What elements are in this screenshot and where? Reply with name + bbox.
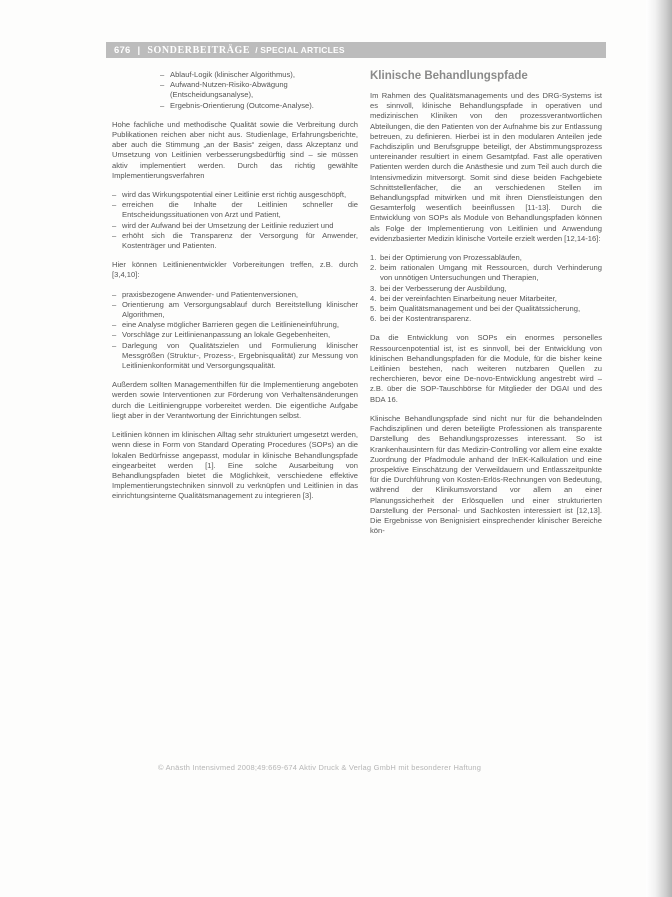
list-item xyxy=(370,284,602,294)
list-item: – wird das Wirkungspotential einer Leitlinie erst richtig ausgeschöpft, xyxy=(112,190,358,200)
section-heading: Klinische Behandlungspfade xyxy=(370,70,528,82)
page-footer: © Anästh Intensivmed 2008;49:669-674 Aktiv Druck & Verlag GmbH mit besonderer Haftung xyxy=(158,763,482,772)
list-text: bei der Verbesserung der Ausbildung, xyxy=(380,283,507,293)
list-number: 4. xyxy=(370,293,377,303)
list-item xyxy=(370,304,602,314)
paragraph: Hohe fachliche und methodische Qualität sowie die Verbreitung durch Publikationen reichen aber nicht aus. Studienlage, Erfahrungsberichte, aber auch die Stimmung „an der Basis“ zeigen, dass Akzeptanz und Umsetzung von Leitlinien verbesserungsbedürftig sind – sie müssen aktiv implementiert werden. Durch das richtig gewählte Implementierungsverfahren xyxy=(112,119,358,180)
list-text: bei der Optimierung von Prozessabläufen, xyxy=(380,253,522,263)
page-edge-shadow xyxy=(646,0,672,897)
list-item: – Ergebnis-Orientierung (Outcome-Analyse). xyxy=(112,101,358,111)
benefit-list xyxy=(112,190,358,251)
list-item: – wird der Aufwand bei der Umsetzung der Leitlinie reduziert und xyxy=(112,221,358,231)
list-item xyxy=(370,263,602,283)
paragraph: Im Rahmen des Qualitätsmanagements und des DRG-Systems ist es sinnvoll, klinische Behandlungspfade in operativen und medizinischen Kliniken von den prozessverantwortlichen Abteilungen, die den Patienten von der Aufnahme bis zur Entlassung betreuen, zu definieren. Hierbei ist in den modularen Anteilen jede Fachdisziplin und Berufsgruppe beteiligt, der Abstimmungsprozess untereinander resultiert in einem Gesamtpfad. Fast alle operativen Patienten werden durch die Anästhesie und zum Teil auch durch die Intensivmedizin mitversorgt. Somit sind diese beiden Fachgebiete Schnittstellenfächer, die an verschiedenen Stellen im Behandlungspfad mitwirken und mit ihren Dienstleistungen den Gesamterfolg wesentlich beeinflussen [11-13]. Durch die Entwicklung von SOPs als Module von Behandlungspfaden können als Folge der Implementierung von Leitlinien und Anwendung evidenzbasierter Medizin klinische Vorteile erzielt werden [12,14-16]: xyxy=(370,91,602,243)
paragraph: Da die Entwicklung von SOPs ein enormes personelles Ressourcenpotential ist, ist es sinnvoll, bei der Entwicklung von klinischen Behandlungspfaden für die Module, für die bisher keine Leitlinien bestehen, nach weiteren nutzbaren Quellen zu recherchieren, bevor eine De-novo-Entwicklung angestrebt wird – z.B. über die SOP-Tauschbörse für Mitglieder der DGAI und des BDA 16. xyxy=(370,333,602,404)
header-separator: | xyxy=(137,44,141,56)
left-column xyxy=(112,70,358,511)
list-item: – Ablauf-Logik (klinischer Algorithmus), xyxy=(112,70,358,80)
preparation-list xyxy=(112,290,358,372)
list-item: – Vorschläge zur Leitlinienanpassung an lokale Gegebenheiten, xyxy=(112,330,358,340)
list-text: beim Qualitätsmanagement und bei der Qualitätssicherung, xyxy=(380,304,581,314)
list-text: bei der Kostentransparenz. xyxy=(380,314,472,324)
list-item xyxy=(370,294,602,304)
intro-list xyxy=(112,70,358,111)
list-item: – Orientierung am Versorgungsablauf durch Bereitstellung klinischer Algorithmen, xyxy=(112,300,358,320)
list-number: 1. xyxy=(370,253,377,263)
list-item xyxy=(370,314,602,324)
list-number: 2. xyxy=(370,263,377,273)
subsection-title: / SPECIAL ARTICLES xyxy=(255,45,345,55)
advantages-list xyxy=(370,253,602,324)
list-item: – erhöht sich die Transparenz der Versorgung für Anwender, Kostenträger und Patienten. xyxy=(112,231,358,251)
list-number: 3. xyxy=(370,283,377,293)
list-item: – erreichen die Inhalte der Leitlinien schneller die Entscheidungssituationen von Arzt und Patient, xyxy=(112,200,358,220)
list-item: – praxisbezogene Anwender- und Patientenversionen, xyxy=(112,290,358,300)
list-item: – Darlegung von Qualitätszielen und Formulierung klinischer Messgrößen (Struktur-, Prozess-, Ergebnisqualität) zur Messung von Leitlinienkonformität und Versorgungsqualität. xyxy=(112,341,358,372)
paragraph: Außerdem sollten Managementhilfen für die Implementierung angeboten werden sowie Interventionen zur Förderung von Verhaltensänderungen durch die Leitliniengruppe vorbereitet werden. Die eigentliche Aufgabe liegt aber in der Verantwortung der Einrichtungen selbst. xyxy=(112,380,358,420)
list-text: bei der vereinfachten Einarbeitung neuer Mitarbeiter, xyxy=(380,293,557,303)
running-header xyxy=(106,42,606,58)
paragraph: Klinische Behandlungspfade sind nicht nur für die behandelnden Fachdisziplinen und deren beteiligte Professionen als transparente Darstellung des Behandlungsprozesses interessant. So ist Krankenhausintern für das Medizin-Controlling vor allem eine exakte Zuordnung der Pfadmodule anhand der InEK-Kalkulation und eine prospektive Einschätzung der Verweildauern und Entlasszeitpunkte für die Durchführung von Kosten-Erlös-Rechnungen von Bedeutung, während der Klinikumsvorstand vor allem an einer Planungssicherheit der Erlösquellen und einer strukturierten Darstellung der Personal- und Sachkosten interessiert ist [12,13]. Die Ergebnisse von Benignisiert einsprechender klinischer Bereiche kön- xyxy=(370,413,602,536)
page-number: 676 xyxy=(114,44,131,56)
list-number: 5. xyxy=(370,304,377,314)
list-text: beim rationalen Umgang mit Ressourcen, durch Verhinderung von unnötigen Untersuchungen und Therapien, xyxy=(380,263,602,283)
list-item xyxy=(370,253,602,263)
paragraph: Leitlinien können im klinischen Alltag sehr strukturiert umgesetzt werden, wenn diese in Form von Standard Operating Procedures (SOPs) an die lokalen Bedürfnisse angepasst, modular in klinische Behandlungspfade eingearbeitet werden [1]. Eine solche Ausarbeitung von Behandlungspfaden bietet die Möglichkeit, verschiedene effektive Implementierungstechniken sinnvoll zu verknüpfen und Leitlinien in das einrichtungsinterne Qualitätsmanagement zu integrieren [3]. xyxy=(112,430,358,501)
paragraph: Hier können Leitlinienentwickler Vorbereitungen treffen, z.B. durch [3,4,10]: xyxy=(112,260,358,280)
section-title: SONDERBEITRÄGE xyxy=(147,44,251,56)
list-item: – eine Analyse möglicher Barrieren gegen die Leitlinieneinführung, xyxy=(112,320,358,330)
right-column xyxy=(370,70,602,545)
list-item: – Aufwand-Nutzen-Risiko-Abwägung (Entscheidungsanalyse), xyxy=(112,80,358,100)
list-number: 6. xyxy=(370,314,377,324)
